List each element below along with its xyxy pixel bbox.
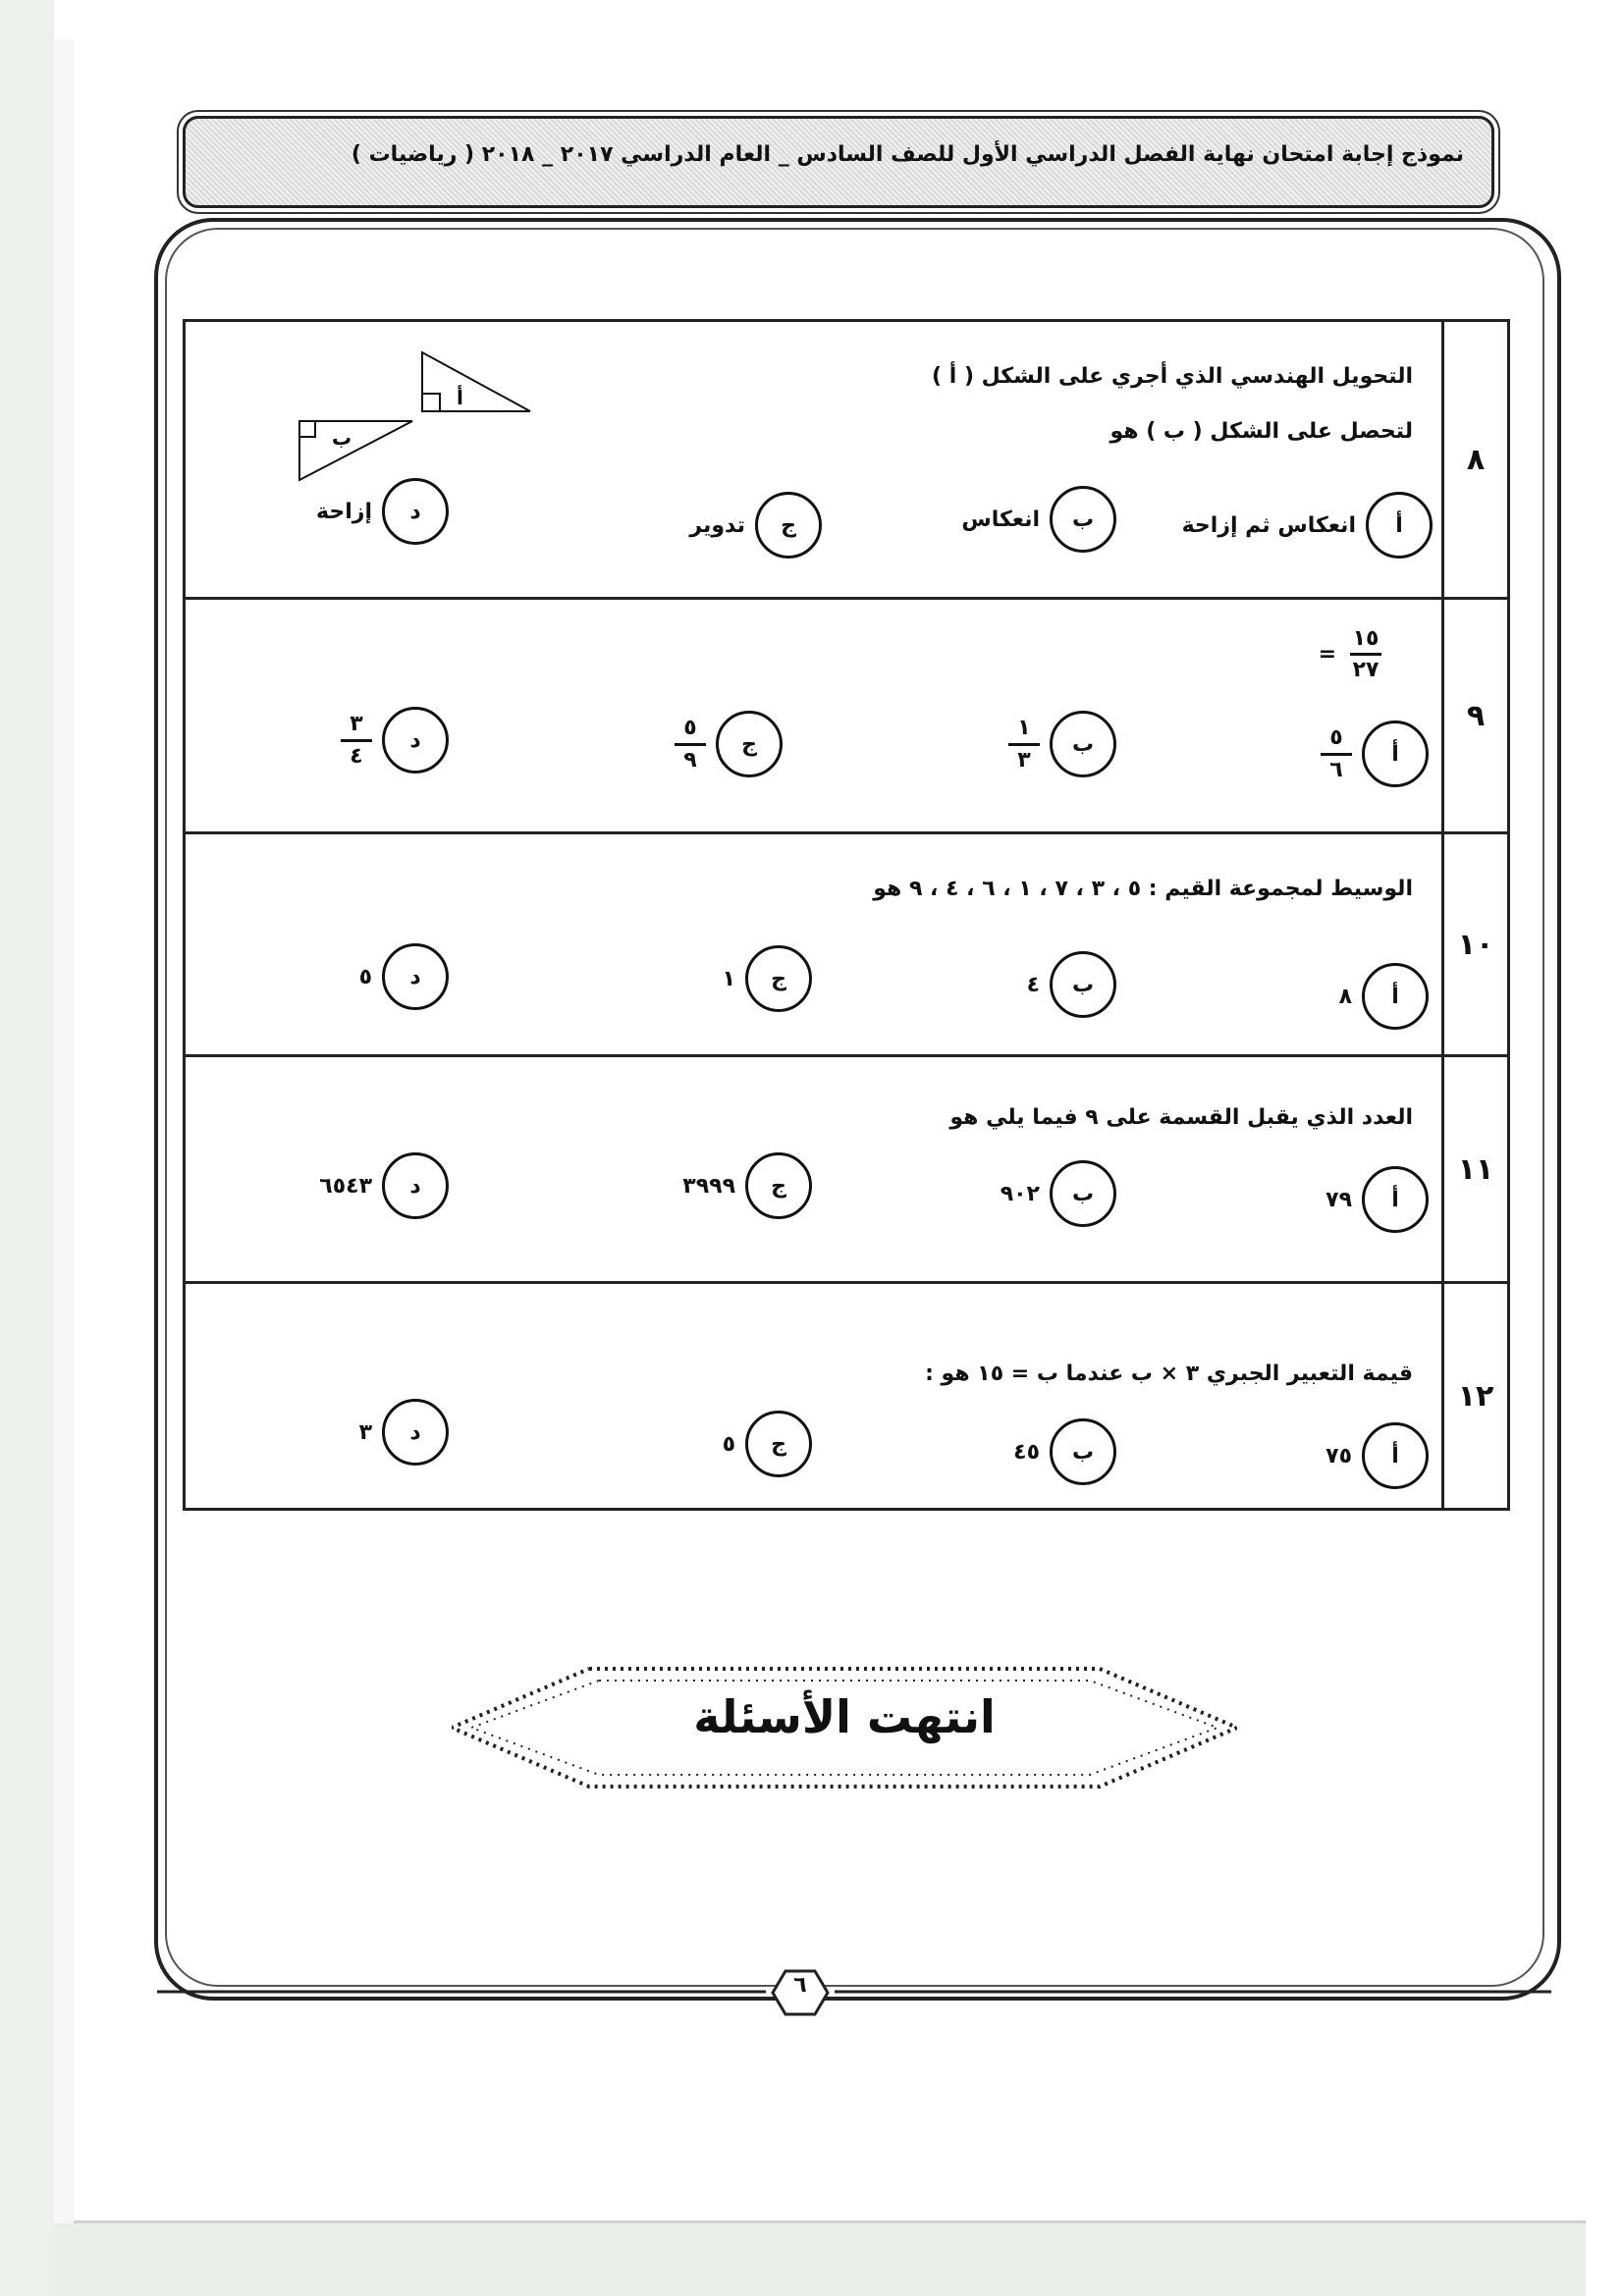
question-number: ١٠ [1443, 833, 1509, 1056]
option-text: ٣ [358, 1419, 372, 1445]
question-number: ١٢ [1443, 1283, 1509, 1510]
fraction-numerator: ٣ [350, 712, 363, 737]
question-stem: التحويل الهندسي الذي أجري على الشكل ( أ ) [932, 364, 1413, 389]
question-stem: العدد الذي يقبل القسمة على ٩ فيما يلي هو [949, 1105, 1413, 1130]
option-b [1001, 1160, 1116, 1227]
option-letter-circle: ب [1050, 1160, 1116, 1227]
shape-a-right-angle [422, 394, 440, 411]
fraction-denominator: ٦ [1329, 757, 1343, 782]
fraction-numerator: ١ [1017, 716, 1031, 741]
question-stem: قيمة التعبير الجبري ٣ × ب عندما ب = ١٥ هو : [925, 1362, 1413, 1386]
option-fraction [675, 716, 706, 773]
equals-sign: = [1318, 642, 1336, 667]
option-text: ١ [722, 966, 735, 991]
shape-b-triangle [299, 421, 412, 480]
fraction-bar [1008, 743, 1040, 746]
page-number: ٦ [793, 1973, 807, 1998]
option-letter-circle: د [382, 478, 449, 545]
option-text: ٧٩ [1325, 1187, 1352, 1212]
fraction-bar [341, 739, 372, 742]
question-row-12 [185, 1283, 1509, 1510]
option-letter-circle: ج [745, 945, 812, 1012]
option-letter-circle: ج [716, 711, 783, 777]
page-title: نموذج إجابة امتحان نهاية الفصل الدراسي الأول للصف السادس _ العام الدراسي ٢٠١٧ _ ٢٠١٨ ( رياضيات ) [351, 142, 1464, 167]
question-body [185, 1283, 1443, 1510]
question-row-10 [185, 833, 1509, 1056]
option-a [1325, 1422, 1429, 1489]
question-body [185, 321, 1443, 599]
triangles-figure [285, 343, 540, 490]
option-letter-circle: ب [1050, 951, 1116, 1018]
footer-rule [157, 1988, 1551, 1998]
option-text: ٦٥٤٣ [319, 1173, 372, 1199]
option-text: انعكاس [961, 507, 1040, 532]
option-text: انعكاس ثم إزاحة [1181, 512, 1356, 538]
question-stem-line2: لتحصل على الشكل ( ب ) هو [1109, 419, 1413, 444]
fraction-denominator: ٤ [350, 743, 363, 769]
end-banner [452, 1649, 1237, 1806]
option-a [1182, 492, 1433, 559]
option-letter-circle: ب [1050, 486, 1116, 553]
option-d [359, 943, 449, 1010]
option-d [341, 707, 449, 774]
fraction-bar [1350, 653, 1381, 656]
option-text: إزاحة [316, 499, 372, 524]
scan-bottom-margin [54, 2223, 1586, 2296]
option-text: ٧٥ [1325, 1443, 1352, 1468]
option-d [316, 478, 449, 545]
question-row-9 [185, 599, 1509, 833]
option-text: تدوير [689, 512, 745, 538]
question-body [185, 1056, 1443, 1283]
option-letter-circle: أ [1366, 492, 1433, 559]
option-letter-circle: ج [745, 1411, 812, 1477]
option-letter-circle: د [382, 1399, 449, 1466]
option-a [1325, 1166, 1429, 1233]
option-b [1008, 711, 1116, 777]
option-text: ٤ [1026, 972, 1040, 997]
option-letter-circle: ج [745, 1152, 812, 1219]
option-b [1027, 951, 1116, 1018]
option-d [319, 1152, 449, 1219]
option-c [723, 945, 812, 1012]
option-letter-circle: أ [1362, 721, 1429, 787]
option-d [359, 1399, 449, 1466]
option-fraction [1321, 725, 1352, 782]
option-a [1339, 963, 1429, 1030]
option-letter-circle: أ [1362, 1422, 1429, 1489]
fraction-denominator: ٩ [683, 747, 697, 773]
question-stem-fraction [1319, 626, 1381, 683]
question-number: ٩ [1443, 599, 1509, 833]
fraction-numerator: ١٥ [1352, 626, 1380, 651]
option-text: ٥ [358, 964, 372, 989]
fraction-bar [1321, 753, 1352, 756]
option-letter-circle: ج [755, 492, 822, 559]
option-fraction [341, 712, 372, 769]
option-text: ٨ [1338, 984, 1352, 1009]
option-b [1013, 1418, 1116, 1485]
question-body [185, 833, 1443, 1056]
scan-left-margin [0, 0, 54, 2296]
option-letter-circle: ب [1050, 711, 1116, 777]
option-c [689, 492, 822, 559]
question-row-11 [185, 1056, 1509, 1283]
fraction-numerator: ٥ [683, 716, 697, 741]
option-text: ٣٩٩٩ [682, 1173, 735, 1199]
option-text: ٥ [722, 1431, 735, 1457]
option-letter-circle: د [382, 943, 449, 1010]
option-text: ٩٠٢ [1000, 1181, 1040, 1206]
option-c [723, 1411, 812, 1477]
option-letter-circle: ب [1050, 1418, 1116, 1485]
shape-a-label: أ [457, 386, 463, 409]
question-stem: الوسيط لمجموعة القيم : ٥ ، ٣ ، ٧ ، ١ ، ٦ ، ٤ ، ٩ هو [873, 877, 1413, 901]
question-number: ١١ [1443, 1056, 1509, 1283]
fraction-bar [675, 743, 706, 746]
option-text: ٤٥ [1013, 1439, 1040, 1465]
option-c [675, 711, 783, 777]
question-number: ٨ [1443, 321, 1509, 599]
question-body [185, 599, 1443, 833]
option-letter-circle: أ [1362, 1166, 1429, 1233]
fraction-numerator: ٥ [1329, 725, 1343, 751]
question-row-8 [185, 321, 1509, 599]
option-c [682, 1152, 812, 1219]
fraction-denominator: ٣ [1017, 747, 1031, 773]
option-letter-circle: د [382, 707, 449, 774]
option-a [1321, 721, 1429, 787]
stem-fraction [1350, 626, 1381, 683]
option-letter-circle: أ [1362, 963, 1429, 1030]
header-banner [183, 116, 1494, 208]
scan-left-edge [54, 39, 74, 2258]
option-b [961, 486, 1116, 553]
fraction-denominator: ٢٧ [1352, 658, 1380, 683]
questions-table [183, 319, 1510, 1511]
shape-a-triangle [422, 352, 530, 411]
shape-b-right-angle [299, 421, 315, 437]
option-fraction [1008, 716, 1040, 773]
option-letter-circle: د [382, 1152, 449, 1219]
end-text: انتهت الأسئلة [693, 1690, 996, 1743]
shape-b-label: ب [332, 426, 352, 450]
